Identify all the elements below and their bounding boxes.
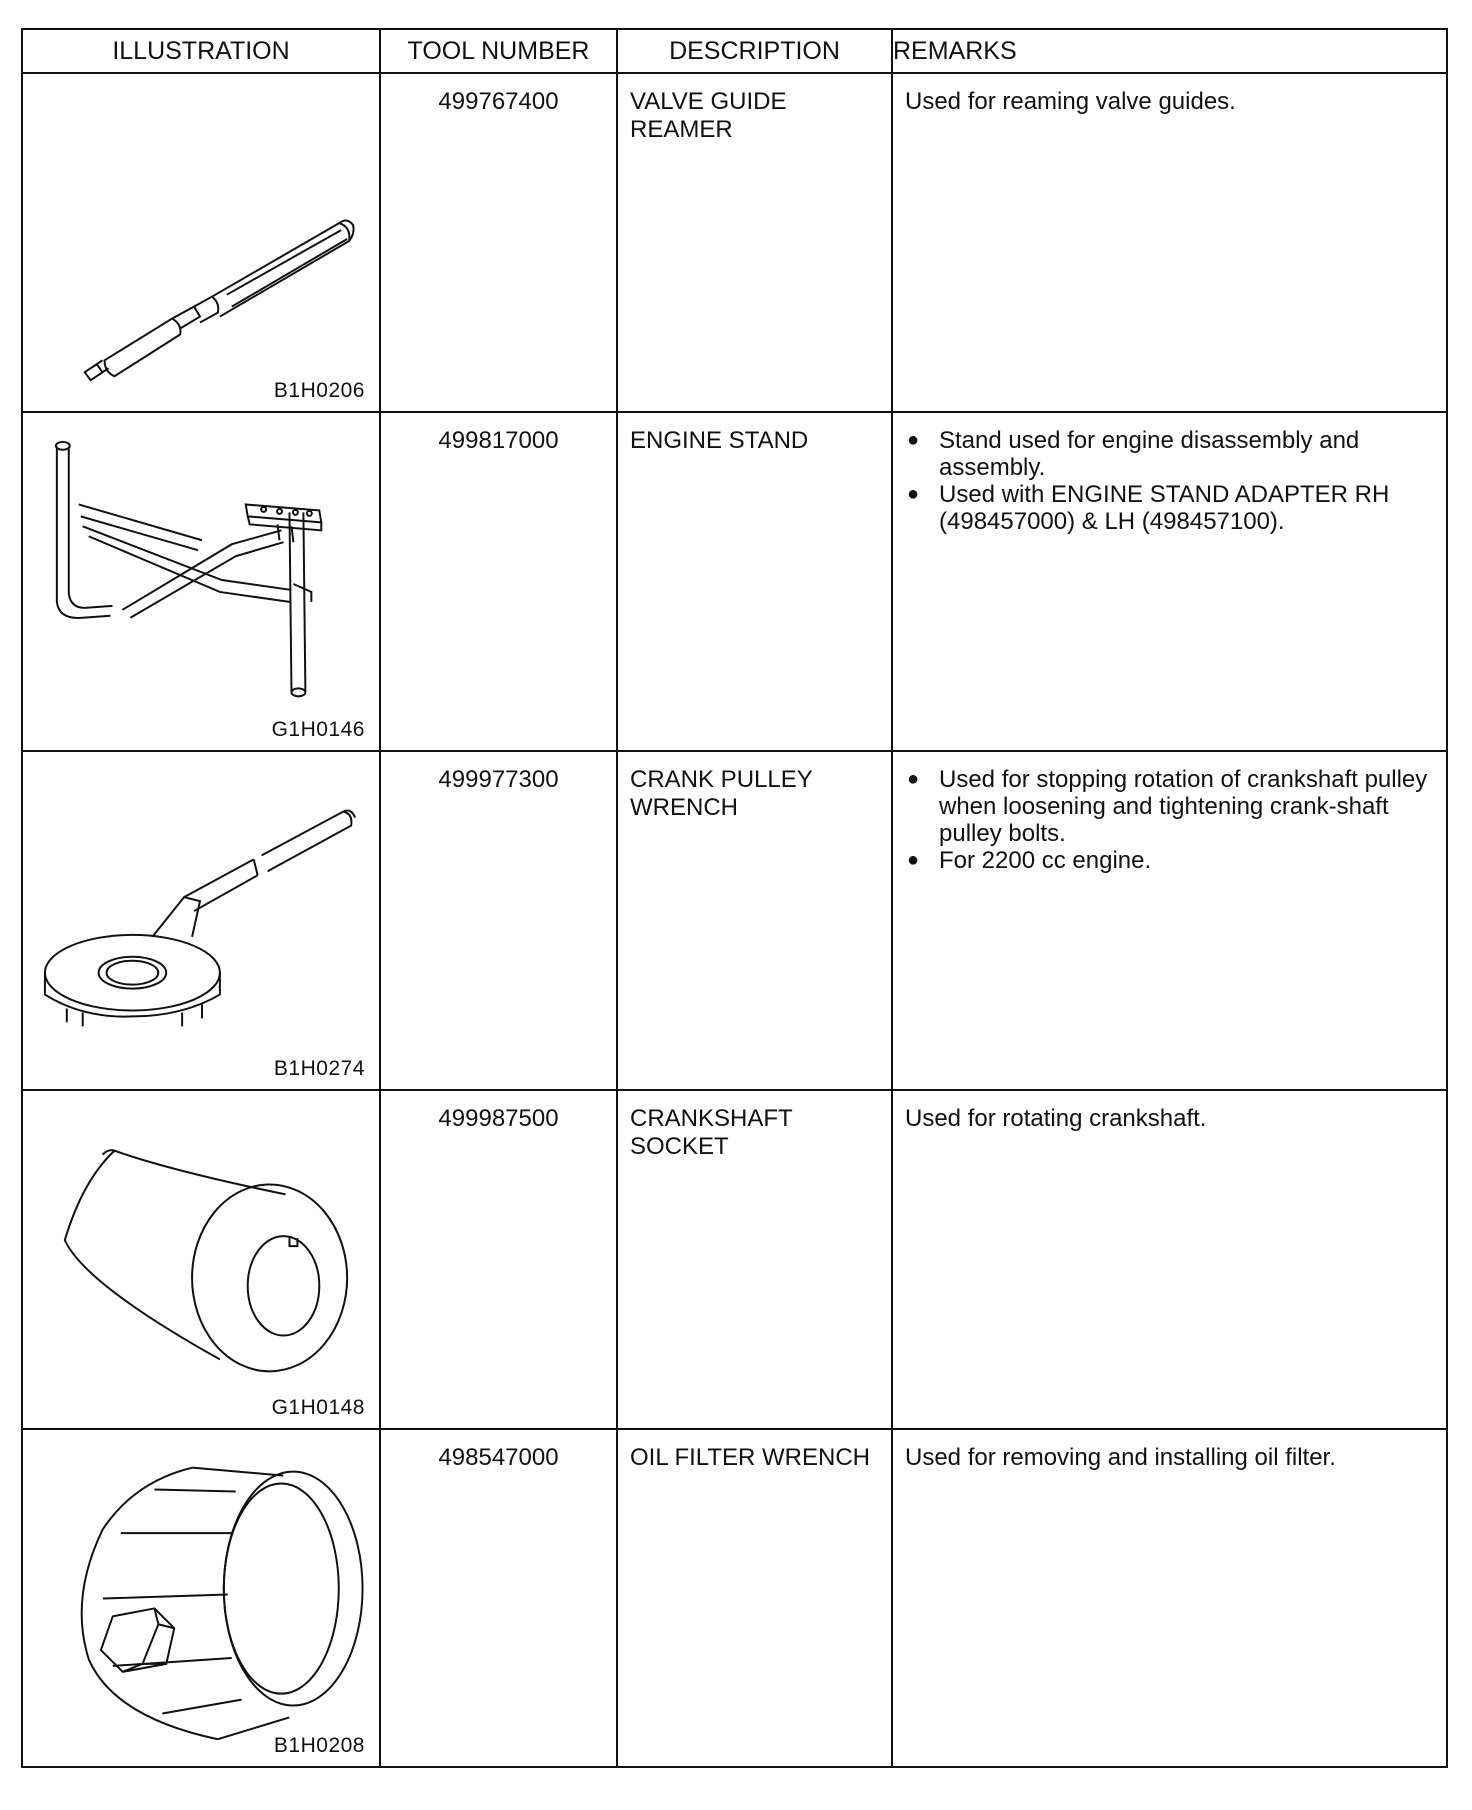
- table-row: [22, 751, 1447, 1090]
- tool-number: 499817000: [380, 412, 617, 751]
- remarks: [892, 751, 1447, 1090]
- header-row: [22, 29, 1447, 73]
- valve-guide-reamer-icon: [23, 74, 379, 411]
- figure-code: B1H0208: [273, 1734, 365, 1757]
- figure-code: G1H0148: [271, 1396, 365, 1419]
- description: ENGINE STAND: [617, 412, 892, 751]
- remark-bullet: ● Stand used for engine disassembly and assembly.: [905, 427, 1436, 481]
- header-tool-number: TOOL NUMBER: [380, 29, 617, 73]
- figure-code: B1H0274: [273, 1057, 365, 1080]
- tool-number: 499767400: [380, 73, 617, 412]
- special-tools-table: [21, 28, 1448, 1768]
- engine-stand-icon: [23, 413, 379, 750]
- table-row: [22, 73, 1447, 412]
- figure-code: G1H0146: [271, 718, 365, 741]
- description: CRANK PULLEY WRENCH: [617, 751, 892, 1090]
- remarks: [892, 412, 1447, 751]
- remark-text: Used for reaming valve guides.: [905, 88, 1236, 115]
- crank-pulley-wrench-icon: [23, 752, 379, 1089]
- illustration-cell: [22, 73, 380, 412]
- header-remarks: REMARKS: [892, 29, 1447, 73]
- remark-text: Used for removing and installing oil filter.: [905, 1444, 1336, 1471]
- illustration-cell: [22, 751, 380, 1090]
- crankshaft-socket-icon: [23, 1091, 379, 1428]
- remark-bullet: ● Used with ENGINE STAND ADAPTER RH (498457000) & LH (498457100).: [905, 481, 1436, 535]
- remark-bullet: ● Used for stopping rotation of crankshaft pulley when loosening and tightening crank-shaft pulley bolts.: [905, 766, 1436, 847]
- illustration-cell: [22, 1429, 380, 1767]
- table-row: [22, 1090, 1447, 1429]
- description: VALVE GUIDE REAMER: [617, 73, 892, 412]
- tool-number: 499977300: [380, 751, 617, 1090]
- figure-code: B1H0206: [273, 379, 365, 402]
- remark-bullet: ● For 2200 cc engine.: [905, 847, 1436, 874]
- tool-number: 499987500: [380, 1090, 617, 1429]
- remarks: [892, 73, 1447, 412]
- header-illustration: ILLUSTRATION: [22, 29, 380, 73]
- header-description: DESCRIPTION: [617, 29, 892, 73]
- illustration-cell: [22, 1090, 380, 1429]
- illustration-cell: [22, 412, 380, 751]
- description: CRANKSHAFT SOCKET: [617, 1090, 892, 1429]
- oil-filter-wrench-icon: [23, 1430, 379, 1766]
- remarks: [892, 1429, 1447, 1767]
- tool-number: 498547000: [380, 1429, 617, 1767]
- table-row: [22, 1429, 1447, 1767]
- remark-text: Used for rotating crankshaft.: [905, 1105, 1207, 1132]
- remarks: [892, 1090, 1447, 1429]
- table-row: [22, 412, 1447, 751]
- description: OIL FILTER WRENCH: [617, 1429, 892, 1767]
